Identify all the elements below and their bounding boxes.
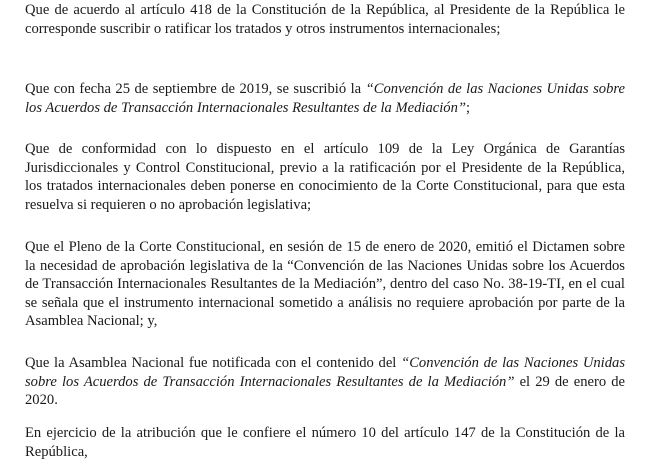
paragraph-article-147: En ejercicio de la atribución que le confiere el número 10 del artículo 147 de la Constitución de la República, <box>25 425 625 460</box>
paragraph-convention-signed <box>25 80 625 117</box>
paragraph-assembly-notified <box>25 354 625 410</box>
paragraph-text: Que con fecha 25 de septiembre de 2019, se suscribió la <box>25 81 366 97</box>
paragraph-court-ruling: Que el Pleno de la Corte Constitucional, en sesión de 15 de enero de 2020, emitió el Dictamen sobre la necesidad de aprobación legislativa de la “Convención de las Naciones Unidas sobre los Acuerdos de Transacción Internacionales Resultantes de la Mediación”, dentro del caso No. 38-19-TI, en el cual se señala que el instrumento internacional sometido a análisis no requiere aprobación por parte de la Asamblea Nacional; y, <box>25 239 625 330</box>
convention-title-italic: “Convención de las Naciones Unidas sobre los Acuerdos de Transacción Internacionales Resultantes de la Mediación” <box>25 81 626 116</box>
paragraph-text: ; <box>466 99 471 116</box>
convention-title-italic: “Convención de las Naciones Unidas sobre los Acuerdos de Transacción Internacionales Resultantes de la Mediación” <box>25 355 625 390</box>
paragraph-article-418: Que de acuerdo al artículo 418 de la Constitución de la República, al Presidente de la República le corresponde suscribir o ratificar los tratados y otros instrumentos internacionales; <box>25 2 625 37</box>
paragraph-text: Que la Asamblea Nacional fue notificada con el contenido del <box>25 355 402 371</box>
paragraph-article-109: Que de conformidad con lo dispuesto en el artículo 109 de la Ley Orgánica de Garantías Jurisdiccionales y Control Constitucional, previo a la ratificación por el Presidente de la República, los tratados internacionales deben ponerse en conocimiento de la Corte Constitucional, para que esta resuelva si requieren o no aprobación legislativa; <box>25 141 625 213</box>
paragraph-text: el 29 de enero de 2020. <box>25 373 625 409</box>
